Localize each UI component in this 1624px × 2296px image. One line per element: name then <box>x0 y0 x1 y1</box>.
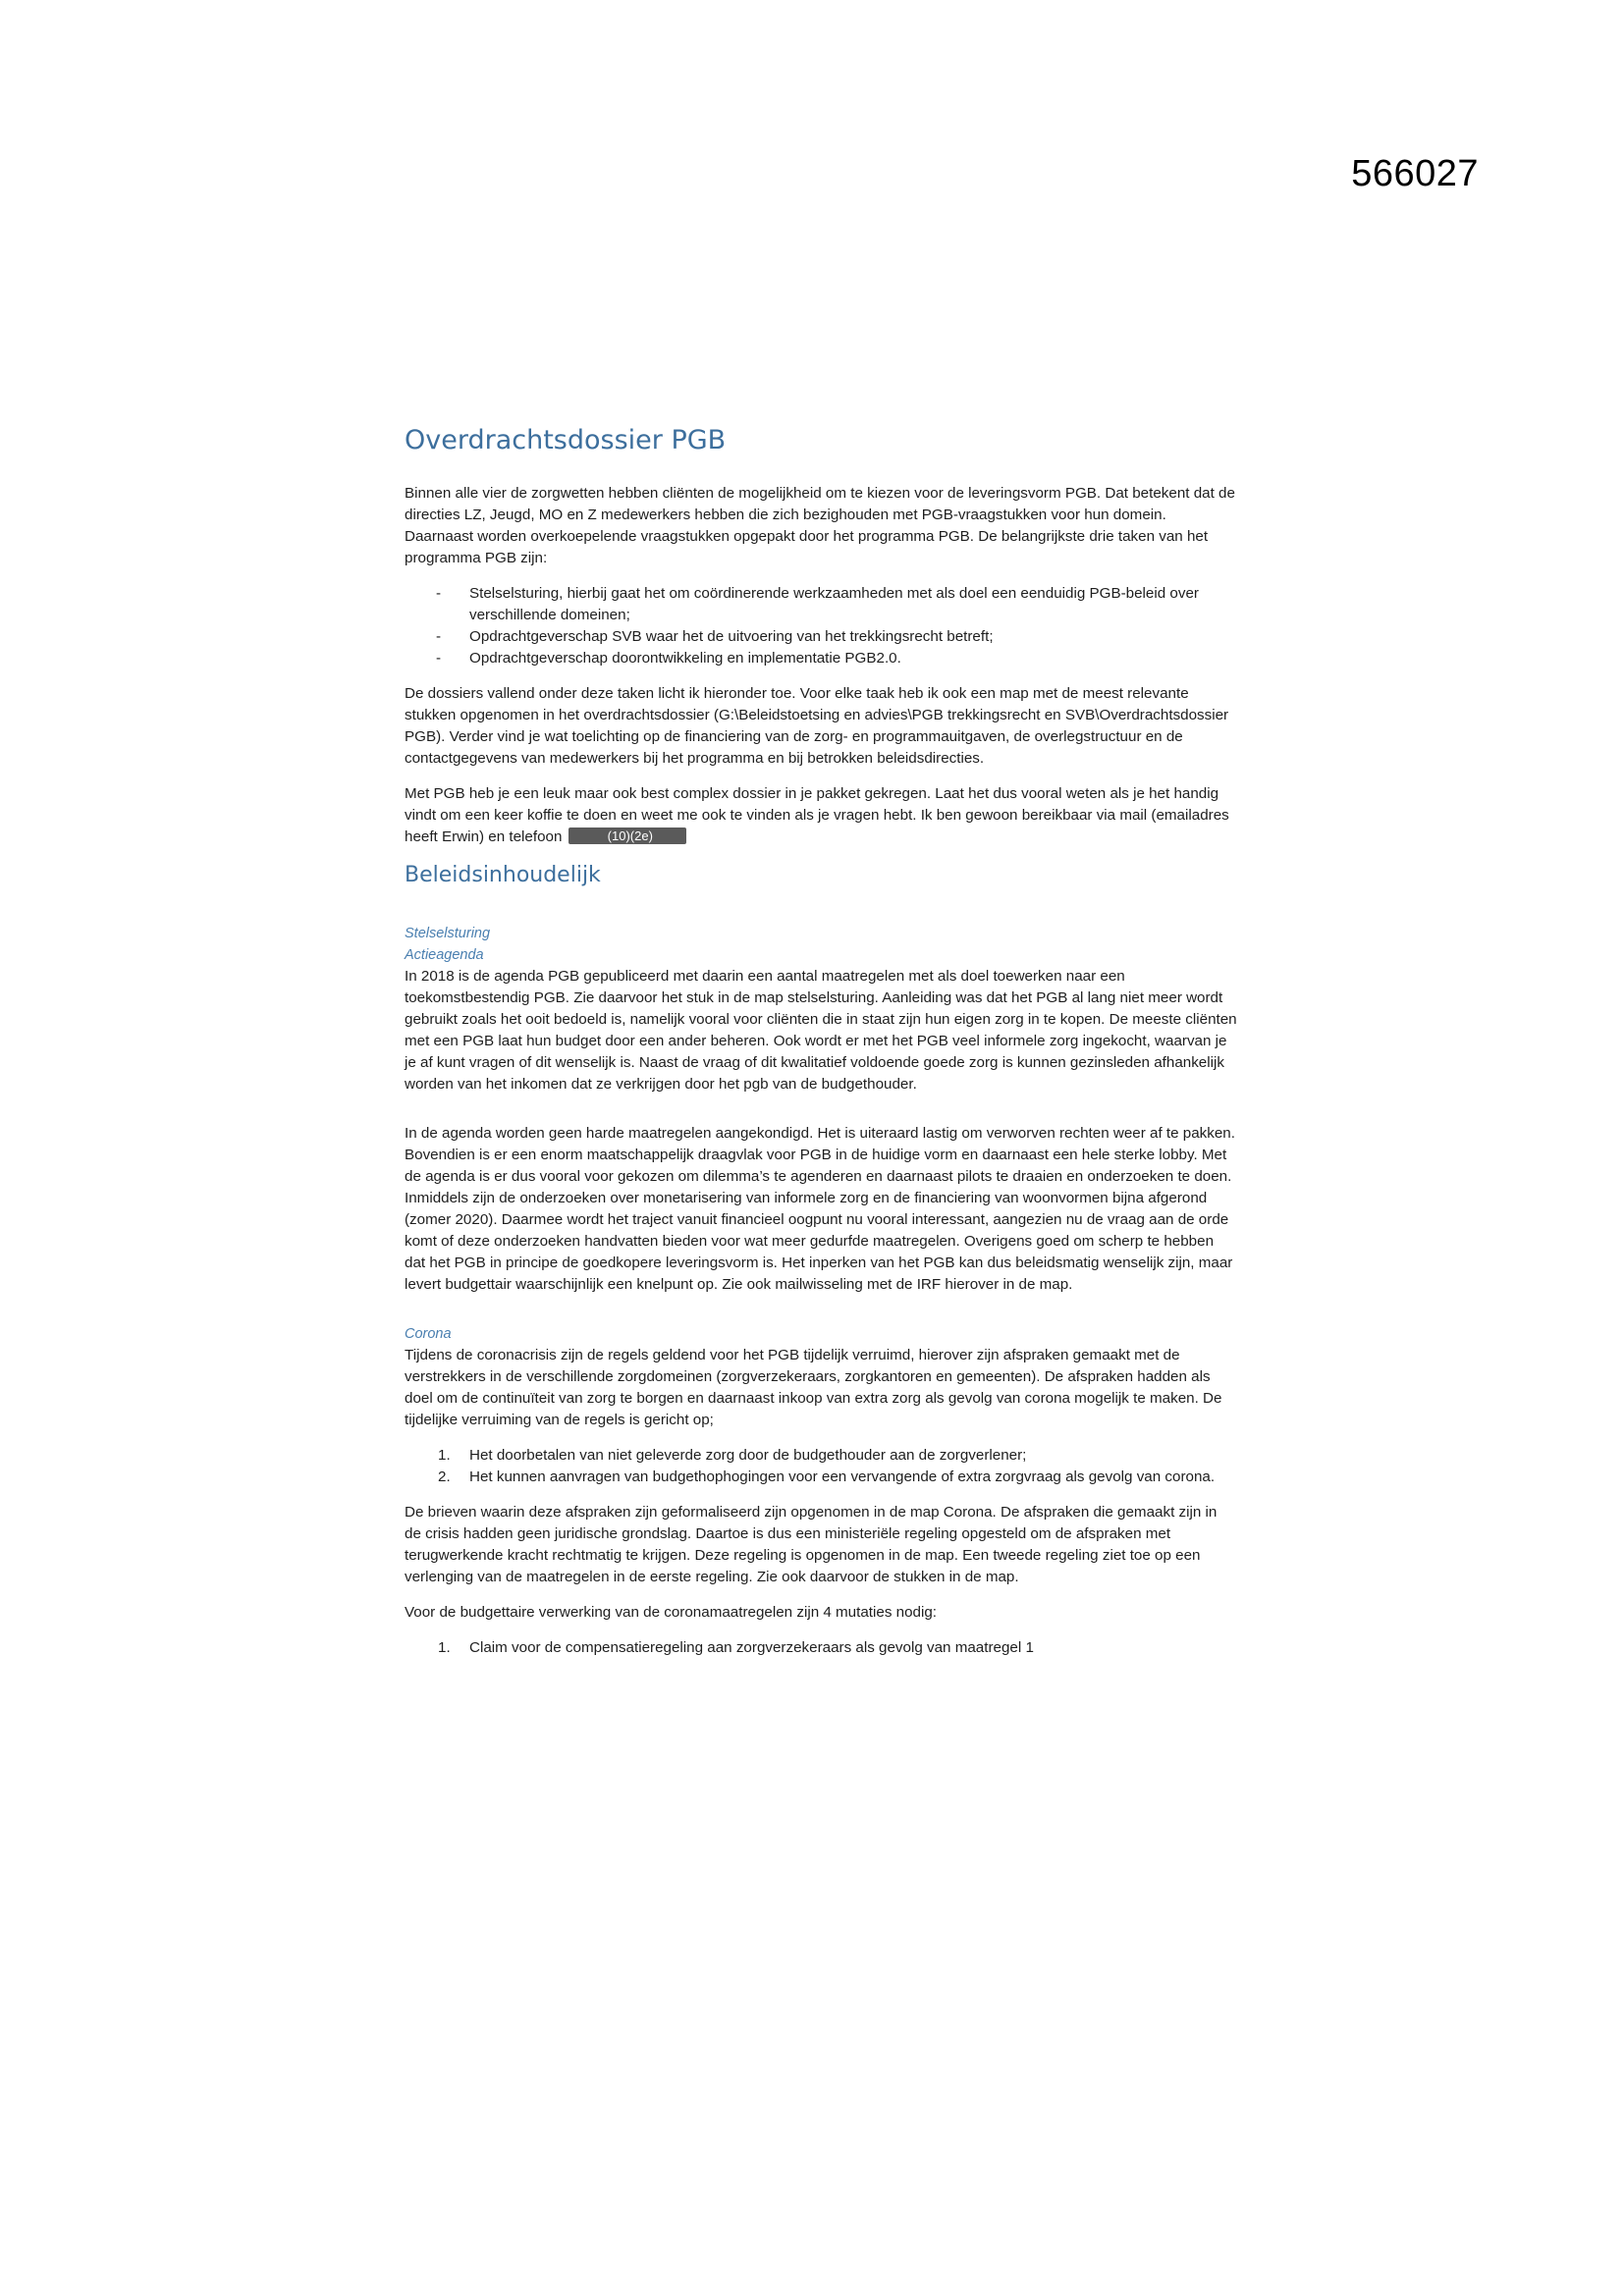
subheading-corona: Corona <box>405 1326 452 1342</box>
redaction-block: (10)(2e) <box>568 828 686 844</box>
list-marker: - <box>436 628 442 645</box>
corona-paragraph-2: De brieven waarin deze afspraken zijn geformaliseerd zijn opgenomen in de map Corona. De afspraken die gemaakt zijn in de crisis hadden geen juridische grondslag. Daartoe is dus een ministeriële regeling opgesteld om de afspraken met terugwerkende kracht rechtmatig te krijgen. Deze regeling is opgenomen in de map. Een tweede regeling ziet toe op een verlenging van de maatregelen in de eerste regeling. Zie ook daarvoor de stukken in de map. <box>405 1504 1218 1585</box>
list-item <box>405 1637 1237 1659</box>
task-list <box>405 583 1237 669</box>
list-item <box>405 1467 1237 1488</box>
list-item <box>405 1445 1237 1467</box>
list-item <box>405 626 1237 648</box>
corona-paragraph-3: Voor de budgettaire verwerking van de coronamaatregelen zijn 4 mutaties nodig: <box>405 1604 938 1621</box>
corona-paragraph-1: Tijdens de coronacrisis zijn de regels geldend voor het PGB tijdelijk verruimd, hierover zijn afspraken gemaakt met de verstrekkers in de verschillende zorgdomeinen (zorgverzekeraars, zorgkantoren en gemeenten). De afspraken hadden als doel om de continuïteit van zorg te borgen en daarnaast inkoop van extra zorg als gevolg van corona mogelijk te maken. De tijdelijke verruiming van de regels is gericht op; <box>405 1347 1222 1428</box>
list-item-text: Opdrachtgeverschap doorontwikkeling en implementatie PGB2.0. <box>469 650 901 667</box>
list-item-text: Het doorbetalen van niet geleverde zorg door de budgethouder aan de zorgverlener; <box>469 1447 1027 1464</box>
list-marker: 1. <box>438 1447 451 1464</box>
actieagenda-paragraph-1: In 2018 is de agenda PGB gepubliceerd met daarin een aantal maatregelen met als doel toewerken naar een toekomstbestendig PGB. Zie daarvoor het stuk in de map stelselsturing. Aanleiding was dat het PGB al lang niet meer wordt gebruikt zoals het ooit bedoeld is, namelijk vooral voor cliënten die in staat zijn hun eigen zorg in te kopen. De meeste cliënten met een PGB laat hun budget door een ander beheren. Ook wordt er met het PGB veel informele zorg ingekocht, waarvan je je af kunt vragen of dit wenselijk is. Naast de vraag of dit kwalitatief voldoende goede zorg is kunnen gezinsleden afhankelijk worden van het inkomen dat ze verkrijgen door het pgb van de budgethouder. <box>405 968 1237 1093</box>
subheading-actieagenda: Actieagenda <box>405 947 484 963</box>
actieagenda-paragraph-2: In de agenda worden geen harde maatregelen aangekondigd. Het is uiteraard lastig om verworven rechten weer af te pakken. Bovendien is er een enorm maatschappelijk draagvlak voor PGB in de huidige vorm en daarnaast een hele sterke lobby. Met de agenda is er dus vooral voor gekozen om dilemma’s te agenderen en daarnaast pilots te draaien en onderzoeken te doen. Inmiddels zijn de onderzoeken over monetarisering van informele zorg en de financiering van woonvormen bijna afgerond (zomer 2020). Daarmee wordt het traject vanuit financieel oogpunt nu vooral interessant, aangezien nu de vraag aan de orde komt of deze onderzoeken handvatten bieden voor wat meer gedurfde maatregelen. Overigens goed om scherp te hebben dat het PGB in principe de goedkopere leveringsvorm is. Het inperken van het PGB kan dus beleidsmatig wenselijk zijn, maar levert budgettair waarschijnlijk een knelpunt op. Zie ook mailwisseling met de IRF hierover in de map. <box>405 1125 1235 1293</box>
intro-paragraph-2: De dossiers vallend onder deze taken licht ik hieronder toe. Voor elke taak heb ik ook een map met de meest relevante stukken opgenomen in het overdrachtsdossier (G:\Beleidstoetsing en advies\PGB trekkingsrecht en SVB\Overdrachtsdossier PGB). Verder vind je wat toelichting op de financiering van de zorg- en programmauitgaven, de overlegstructuur en de contactgegevens van medewerkers bij het programma en bij betrokken beleidsdirecties. <box>405 685 1229 767</box>
section-heading: Beleidsinhoudelijk <box>405 863 601 887</box>
list-marker: 2. <box>438 1468 451 1485</box>
intro-paragraph-1: Binnen alle vier de zorgwetten hebben cliënten de mogelijkheid om te kiezen voor de leveringsvorm PGB. Dat betekent dat de directies LZ, Jeugd, MO en Z medewerkers hebben die zich bezighouden met PGB-vraagstukken voor hun domein. Daarnaast worden overkoepelende vraagstukken opgepakt door het programma PGB. De belangrijkste drie taken van het programma PGB zijn: <box>405 485 1235 566</box>
mutaties-list <box>405 1637 1237 1659</box>
corona-list <box>405 1445 1237 1488</box>
intro-paragraph-3 <box>405 783 1237 848</box>
intro-paragraph-3-text: Met PGB heb je een leuk maar ook best complex dossier in je pakket gekregen. Laat het dus vooral weten als je het handig vindt om een keer koffie te doen en weet me ook te vinden als je vragen hebt. Ik ben gewoon bereikbaar via mail (emailadres heeft Erwin) en telefoon <box>405 785 1229 845</box>
list-marker: - <box>436 585 442 602</box>
subheading-stelselsturing: Stelselsturing <box>405 926 491 941</box>
list-marker: - <box>436 650 442 667</box>
list-item-text: Claim voor de compensatieregeling aan zorgverzekeraars als gevolg van maatregel 1 <box>469 1639 1034 1656</box>
document-title: Overdrachtsdossier PGB <box>405 425 727 455</box>
document-number: 566027 <box>1351 153 1479 194</box>
document-body <box>405 424 1237 1673</box>
list-marker: 1. <box>438 1639 451 1656</box>
list-item-text: Het kunnen aanvragen van budgethophogingen voor een vervangende of extra zorgvraag als gevolg van corona. <box>469 1468 1216 1485</box>
list-item <box>405 648 1237 669</box>
list-item-text: Opdrachtgeverschap SVB waar het de uitvoering van het trekkingsrecht betreft; <box>469 628 994 645</box>
list-item <box>405 583 1237 626</box>
list-item-text: Stelselsturing, hierbij gaat het om coördinerende werkzaamheden met als doel een eenduidig PGB-beleid over verschillende domeinen; <box>469 585 1199 623</box>
